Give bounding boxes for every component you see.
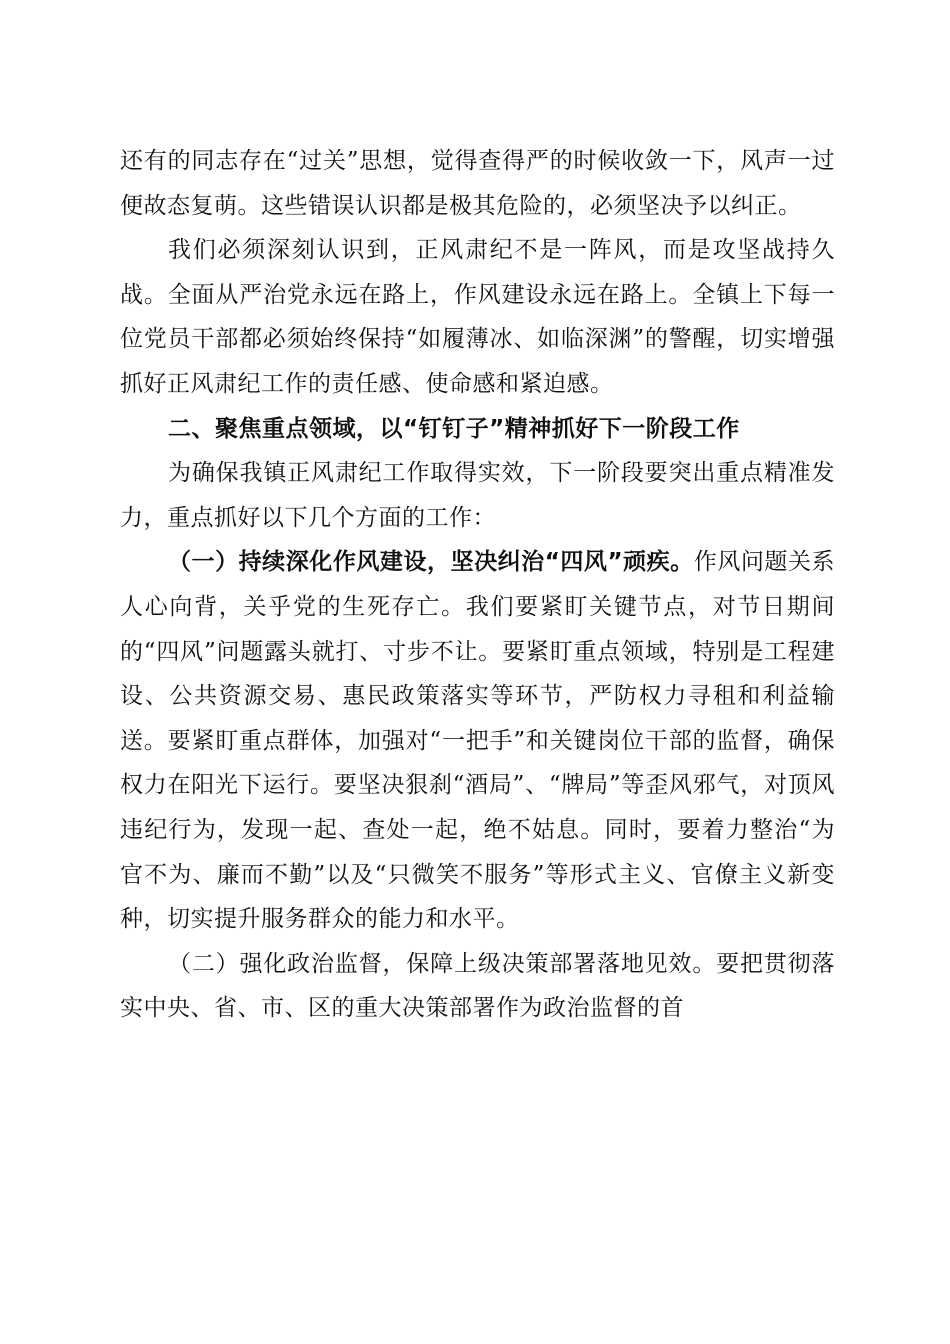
- item-2-title: （二）强化政治监督，保障上级决策部署落地见效。: [168, 950, 717, 977]
- paragraph-awareness: 我们必须深刻认识到，正风肃纪不是一阵风，而是攻坚战持久战。全面从严治党永远在路上，作风建设永远在路上。全镇上下每一位党员干部都必须始终保持“如履薄冰、如临深渊”的警醒，切实增强抓好正风肃纪工作的责任感、使命感和紧迫感。: [120, 237, 835, 397]
- document-body: [120, 139, 835, 1031]
- item-1-body: 作风问题关系人心向背，关乎党的生死存亡。我们要紧盯关键节点，对节日期间的“四风”问题露头就打、寸步不让。要紧盯重点领域，特别是工程建设、公共资源交易、惠民政策落实等环节，严防权力寻租和利益输送。要紧盯重点群体，加强对“一把手”和关键岗位干部的监督，确保权力在阳光下运行。要坚决狠刹“酒局”、“牌局”等歪风邪气，对顶风违纪行为，发现一起、查处一起，绝不姑息。同时，要着力整治“为官不为、廉而不勤”以及“只微笑不服务”等形式主义、官僚主义新变种，切实提升服务群众的能力和水平。: [120, 549, 836, 933]
- item-2-paragraph: [120, 942, 835, 1031]
- section-heading: 二、聚焦重点领域，以“钉钉子”精神抓好下一阶段工作: [168, 415, 740, 442]
- item-2-body: 要把贯彻落实中央、省、市、区的重大决策部署作为政治监督的首: [120, 950, 836, 1022]
- item-1-title: （一）持续深化作风建设，坚决纠治“四风”顽疾。: [168, 549, 694, 576]
- paragraph-intro: 为确保我镇正风肃纪工作取得实效，下一阶段要突出重点精准发力，重点抓好以下几个方面的工作：: [120, 460, 835, 531]
- item-1-paragraph: [120, 540, 835, 941]
- paragraph-continuation: 还有的同志存在“过关”思想，觉得查得严的时候收敛一下，风声一过便故态复萌。这些错误认识都是极其危险的，必须坚决予以纠正。: [120, 148, 835, 219]
